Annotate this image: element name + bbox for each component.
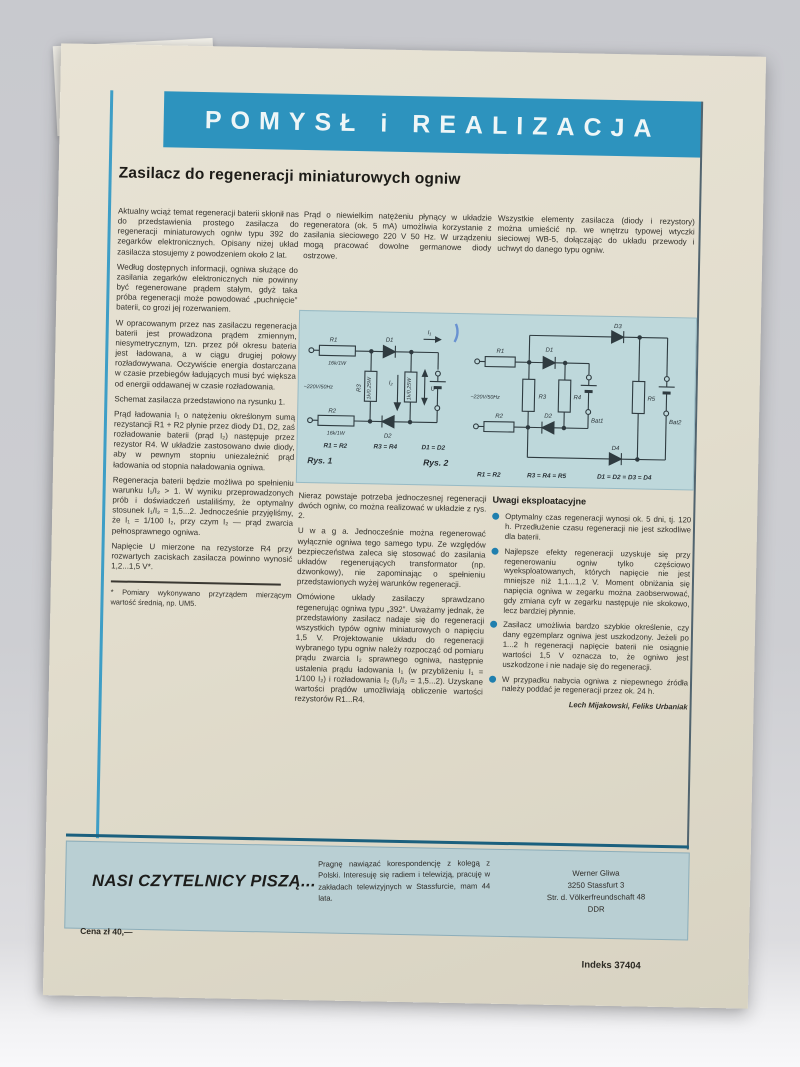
fig1-r3-label: R3: [356, 384, 363, 393]
bullet-dot-icon: [490, 621, 497, 628]
circuit-diagram-panel: [296, 310, 697, 491]
fig2-d4-label: D4: [611, 445, 620, 453]
fig2-caption: Rys. 2: [423, 457, 449, 468]
author-signature: Lech Mijakowski, Feliks Urbaniak: [568, 700, 688, 712]
fig1-r1-value: 16k/1W: [328, 360, 347, 367]
fig1-mains-label: ~220V/50Hz: [303, 384, 334, 391]
note-bullet: [489, 674, 688, 697]
paragraph: U w a g a. Jednocześnie można regenerować wyłącznie ogniwa tego samego typu. Ze względów bezpieczeństwa zaleca się stosować do zasilania układów regenerujących transformator (np. dzwonkowy), nie zapominając o spełnieniu przedstawionych wyżej warunków regeneracji.: [296, 526, 486, 590]
circuit-figure-2: [469, 316, 696, 485]
fig1-caption: Rys. 1: [307, 455, 333, 466]
address-line: Str. d. Völkerfreundschaft 48: [546, 892, 646, 903]
note-bullet: [490, 546, 690, 618]
fig1-equality-1: R1 = R2: [323, 442, 348, 450]
paragraph: Omówione układy zasilaczy sprawdzano regenerując ogniwa typu „392”. Uważamy jednak, że przedstawiony zasilacz nadaje się do regeneracji wszystkich typów ogniw miniaturowych o napięciu 1,5 V. Projektowanie układu do regeneracji wybranego typu ogniw należy rozpocząć od pomiaru prądu zwarcia I₂ sprawnego ogniwa, następnie ustalenia prądu ładowania I₁ (w przybliżeniu I₁ = 1/100 I₂) i rozładowania I₂ (I₁/I₂ = 1,5...2). Uzyskane wartości prądów umożliwiają obliczenie wartości rezystorów R1...R4.: [294, 592, 485, 705]
article-column-3-top: [497, 214, 695, 263]
paragraph: Prąd o niewielkim natężeniu płynący w układzie regeneratora (ok. 5 mA) umożliwia korzystanie z zasilania sieciowego 220 V 50 Hz. W urządzeniu mogą pracować dowolne germanowe diody ostrzowe.: [303, 210, 493, 261]
fig1-i2-label: I₂: [388, 380, 393, 387]
notes-heading: Uwagi eksploatacyjne: [492, 494, 587, 507]
paragraph: Schemat zasilacza przedstawiono na rysunku 1.: [114, 394, 286, 407]
paragraph: W opracowanym przez nas zasilaczu regeneracja baterii jest prowadzona prądem zmiennym, niesymetrycznym, tzn. przez pół okresu bateria jest ładowana, a w ciągu drugiej połowy rozładowywana. Oczywiście energia dostarczana w czasie przebiegów ładujących musi być większa od energii oddawanej w czasie rozładowania.: [114, 317, 297, 391]
paragraph: Aktualny wciąż temat regeneracji baterii skłonił nas do przedstawienia prostego zasilacza do regeneracji miniaturowych ogniw typu 392 do zegarków elektronicznych. Opisany niżej układ zasilacza stosujemy z powodzeniem około 2 lat.: [117, 206, 300, 260]
fig2-r1-label: R1: [496, 348, 505, 355]
fig2-equality-2: R3 = R4 = R5: [526, 472, 567, 481]
note-text: Zasilacz umożliwia bardzo szybkie określenie, czy dany egzemplarz ogniwa jest uszkodzony. Jeżeli po 1...2 h regeneracji napięcie baterii nie osiągnie wartości 1,5 V oznacza to, że ogniwo jest uszkodzone i nie nadaje się do regeneracji.: [502, 620, 690, 672]
section-banner-title: POMYSŁ i REALIZACJA: [204, 105, 661, 143]
paragraph: Prąd ładowania I₁ o natężeniu określonym sumą rezystancji R1 + R2 płynie przez diody D1, D2, zaś rozładowanie baterii (prąd I₂) następuje przez rezystor R4. W układzie zastosowano dwie diody, aby w pewnym stopniu uniezależnić prąd ładowania od stopnia naładowania ogniwa.: [113, 409, 296, 472]
footnote-rule: [111, 581, 281, 586]
bullet-dot-icon: [491, 547, 498, 554]
fig1-r4-value: 1k/0,25W: [406, 377, 413, 401]
fig2-r5-label: R5: [647, 396, 656, 403]
fig1-equality-3: D1 = D2: [421, 444, 446, 452]
fig2-d3-label: D3: [613, 323, 622, 331]
bullet-dot-icon: [492, 513, 499, 520]
magazine-page: [43, 43, 766, 1008]
address-line: 3250 Stassfurt 3: [567, 880, 625, 891]
article-column-2-top: [303, 210, 492, 269]
fig2-d2-label: D2: [544, 413, 553, 420]
fig1-equality-2: R3 = R4: [373, 443, 398, 451]
paragraph: Wszystkie elementy zasilacza (diody i rezystory) można umieścić np. we wnętrzu typowej wtyczki sieciowej WB-5, dołączając do układu przewody i uchwyt do danego typu ogniw.: [497, 213, 695, 256]
paragraph: Napięcie U mierzone na rezystorze R4 przy rozwartych zaciskach zasilacza powinno wynosić 1,2...1,5 V*.: [111, 541, 293, 572]
readers-letters-panel: [64, 841, 690, 941]
reader-address: [496, 867, 696, 917]
fig2-equality-1: R1 = R2: [476, 471, 501, 479]
fig2-r3-label: R3: [538, 394, 547, 401]
bullet-dot-icon: [489, 675, 496, 682]
fig1-r2-label: R2: [328, 408, 337, 415]
paragraph: Nieraz powstaje potrzeba jednoczesnej regeneracji dwóch ogniw, co można realizować w układzie z rys. 2.: [298, 490, 487, 521]
index-number: Indeks 37404: [581, 959, 641, 972]
note-text: W przypadku nabycia ogniwa z niepewnego źródła należy poddać je regeneracji przez ok. 24 h.: [501, 674, 689, 697]
note-text: Najlepsze efekty regeneracji uzyskuje się przy regenerowaniu ogniw tylko częściowo wyeksploatowanych, których napięcie nie jest mniejsze niż 1,1...1,2 V. Moment obniżania się napięcia ogniwa w zegarku można zaobserwować, gdy zmiana cyfr w zegarku następuje nie skokowo, lecz bardziej płynnie.: [503, 546, 691, 616]
fig2-bat2-label: Bat2: [668, 420, 682, 427]
address-line: Werner Gliwa: [572, 868, 620, 878]
fig1-d1-label: D1: [385, 337, 394, 344]
fig1-i1-label: I₁: [427, 330, 432, 337]
fig1-u-label: U: [430, 386, 436, 393]
fig2-r2-label: R2: [495, 413, 504, 420]
article-title: Zasilacz do regeneracji miniaturowych ogniw: [118, 164, 461, 189]
fig2-d1-label: D1: [545, 347, 554, 354]
fig2-equality-3: D1 = D2 = D3 = D4: [596, 473, 652, 482]
article-column-3-bottom: [488, 495, 691, 717]
paragraph: Według dostępnych informacji, ogniwa służące do zasilania zegarków elektronicznych nie powinny być regenerowane prądem stałym, gdyż taka próba regeneracji może powodować „puchnięcie” baterii, co grozi jej rozerwaniem.: [116, 262, 298, 315]
fig1-r3-value: 1k/0,25W: [366, 377, 373, 400]
cover-price: Cena zł 40,—: [80, 925, 133, 937]
circuit-figure-1: [301, 315, 470, 470]
fig1-r2-value: 16k/1W: [326, 430, 345, 437]
readers-heading: NASI CZYTELNICY PISZĄ...: [92, 872, 316, 891]
note-bullet: [492, 512, 692, 545]
note-text: Optymalny czas regeneracji wynosi ok. 5 dni, tj. 120 h. Przedłużenie czasu regeneracji nie jest szkodliwe dla baterii.: [504, 512, 692, 542]
footnote: * Pomiary wykonywano przyrządem mierzącym wartość średnią, np. UM5.: [110, 587, 292, 608]
address-line: DDR: [587, 904, 605, 915]
fig1-r1-label: R1: [329, 337, 338, 344]
paragraph: Regeneracja baterii będzie możliwa po spełnieniu warunku I₁/I₂ > 1. W wyniku przeprowadzonych prób i doświadczeń ustaliliśmy, że optymalny stosunek I₁/I₂ = 1,5...2. Jednocześnie przyjęliśmy, że I₁ = 1/100 I₂, przy czym I₂ — prąd zwarcia pełnosprawnego ogniwa.: [111, 475, 294, 537]
fig2-mains-label: ~220V/50Hz: [470, 394, 500, 401]
fig2-bat1-label: Bat1: [590, 418, 604, 425]
article-column-1: [110, 206, 299, 614]
section-banner: [163, 91, 702, 157]
note-bullet: [489, 620, 689, 673]
article-column-2-bottom: [294, 491, 486, 713]
reader-letter: Pragnę nawiązać korespondencję z kolegą z Polski. Interesuję się radiem i telewizją, pracuję w zakładach telewizyjnych w Stassfurcie, mam 44 lata.: [318, 858, 491, 903]
left-vertical-rule: [96, 90, 113, 838]
fig1-d2-label: D2: [383, 433, 392, 440]
fig2-r4-label: R4: [573, 395, 582, 402]
